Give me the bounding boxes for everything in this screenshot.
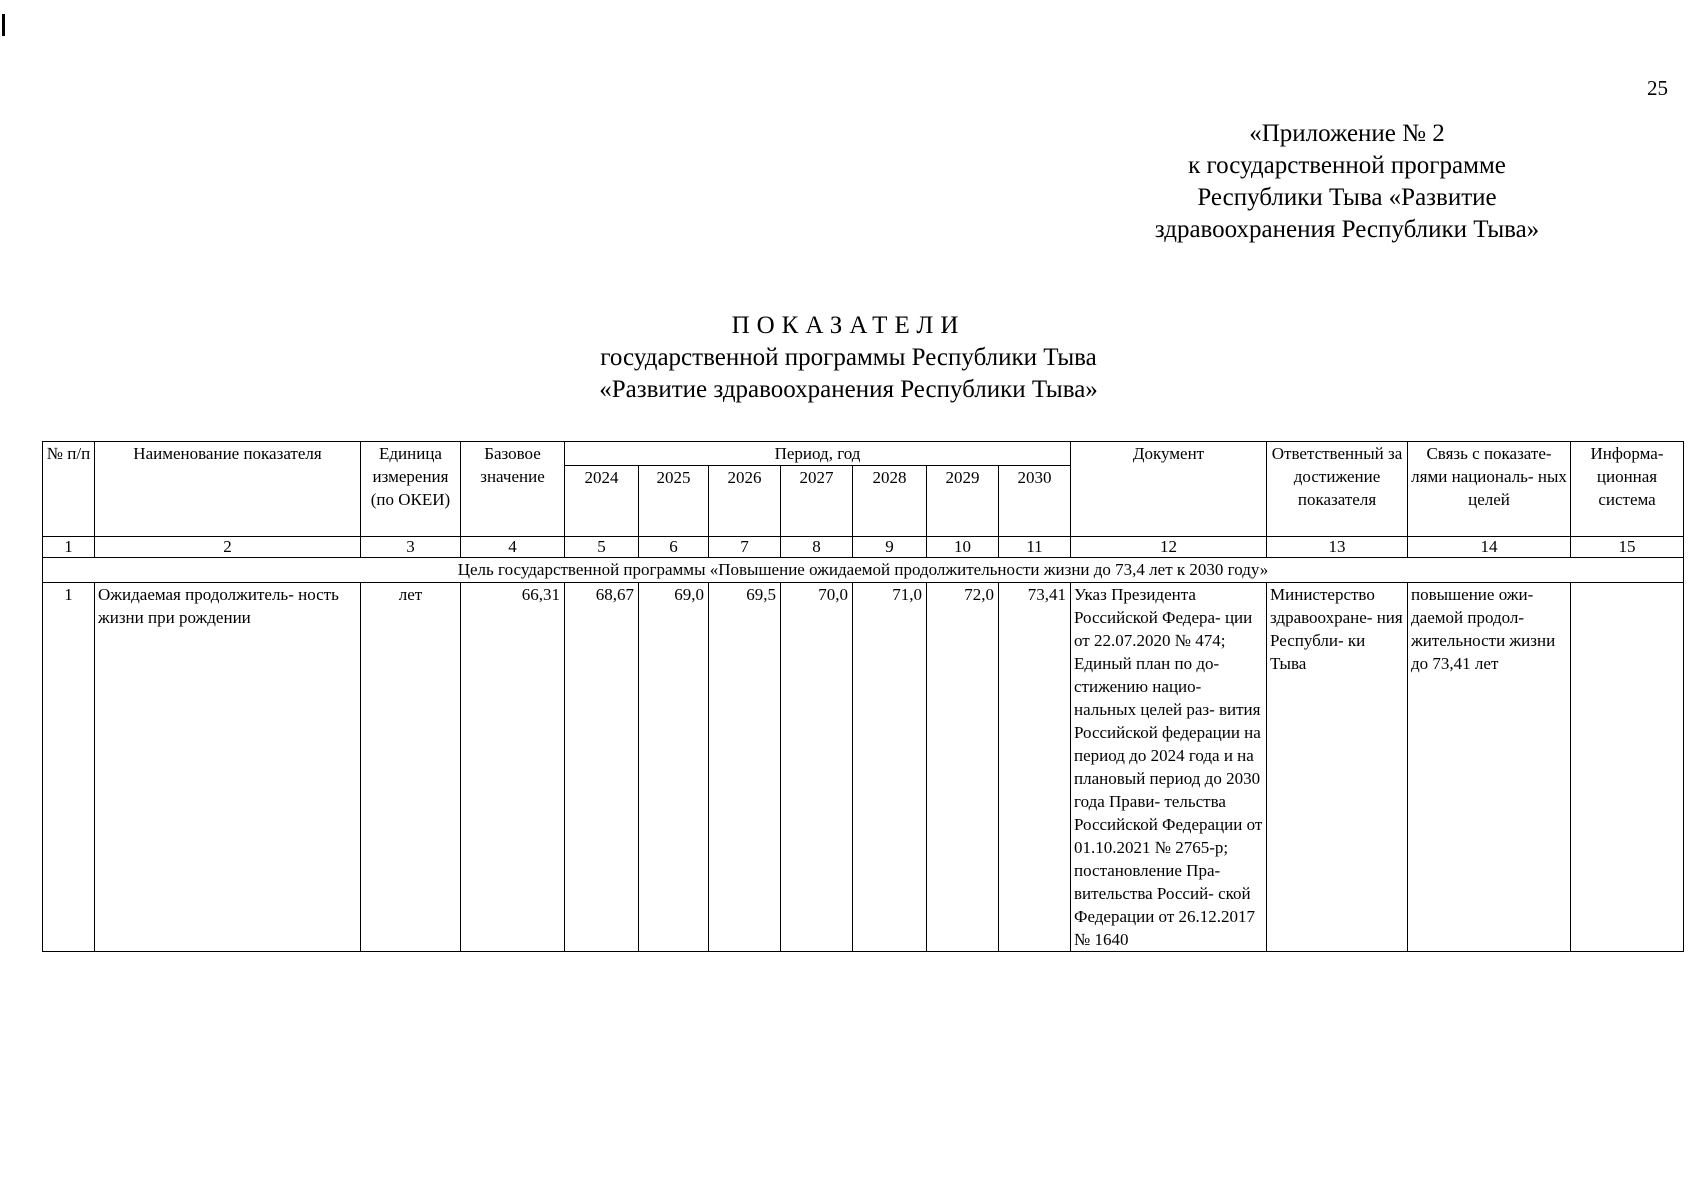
column-number: 11 — [999, 537, 1071, 558]
appendix-line-2: к государственной программе — [1188, 152, 1506, 179]
column-number: 15 — [1571, 537, 1684, 558]
header-year: 2028 — [853, 466, 927, 537]
row-value-2024: 68,67 — [565, 583, 639, 952]
row-link: повышение ожи- даемой продол- жительности жизни до 73,41 лет — [1408, 583, 1571, 952]
row-value-2026: 69,5 — [709, 583, 781, 952]
row-responsible: Министерство здравоохране- ния Республи- ки Тыва — [1267, 583, 1408, 952]
table-row — [43, 583, 1684, 952]
row-value-2030: 73,41 — [999, 583, 1071, 952]
column-number: 1 — [43, 537, 95, 558]
row-num: 1 — [43, 583, 95, 952]
header-document: Документ — [1071, 442, 1267, 537]
title-line-3: «Развитие здравоохранения Республики Тыва» — [599, 376, 1098, 403]
appendix-line-1: «Приложение № 2 — [1249, 120, 1445, 147]
header-responsible: Ответственный за достижение показателя — [1267, 442, 1408, 537]
header-year: 2027 — [781, 466, 853, 537]
header-info-system: Информа- ционная система — [1571, 442, 1684, 537]
header-year: 2024 — [565, 466, 639, 537]
column-number-row — [43, 537, 1684, 558]
header-num: № п/п — [43, 442, 95, 537]
header-unit: Единица измерения (по ОКЕИ) — [361, 442, 461, 537]
header-year: 2029 — [927, 466, 999, 537]
header-base: Базовое значение — [461, 442, 565, 537]
row-document: Указ Президента Российской Федера- ции от 22.07.2020 № 474; Единый план по до- стижению нацио- нальных целей раз- вития Российской федерации на период до 2024 года и на плановый период до 2030 года Прави- тельства Российской Федерации от 01.10.2021 № 2765-р; постановление Пра- вительства Россий- ской Федерации от 26.12.2017 № 1640 — [1071, 583, 1267, 952]
header-year: 2026 — [709, 466, 781, 537]
column-number: 6 — [639, 537, 709, 558]
indicators-table — [42, 441, 1684, 952]
column-number: 5 — [565, 537, 639, 558]
column-number: 10 — [927, 537, 999, 558]
column-number: 8 — [781, 537, 853, 558]
header-row-1 — [43, 442, 1684, 466]
appendix-heading — [1087, 118, 1607, 246]
column-number: 12 — [1071, 537, 1267, 558]
column-number: 9 — [853, 537, 927, 558]
row-unit: лет — [361, 583, 461, 952]
page-number: 25 — [1647, 76, 1668, 100]
row-value-2027: 70,0 — [781, 583, 853, 952]
row-indicator-name: Ожидаемая продолжитель- ность жизни при рождении — [95, 583, 361, 952]
header-name: Наименование показателя — [95, 442, 361, 537]
header-year: 2030 — [999, 466, 1071, 537]
header-link: Связь с показате- лями националь- ных целей — [1408, 442, 1571, 537]
column-number: 3 — [361, 537, 461, 558]
document-title — [0, 310, 1697, 406]
row-info-system — [1571, 583, 1684, 952]
row-value-2025: 69,0 — [639, 583, 709, 952]
column-number: 7 — [709, 537, 781, 558]
header-year: 2025 — [639, 466, 709, 537]
appendix-line-4: здравоохранения Республики Тыва» — [1154, 216, 1540, 243]
column-number: 13 — [1267, 537, 1408, 558]
title-line-2: государственной программы Республики Тыва — [600, 344, 1097, 371]
row-base-value: 66,31 — [461, 583, 565, 952]
title-line-1: ПОКАЗАТЕЛИ — [731, 312, 966, 339]
row-value-2029: 72,0 — [927, 583, 999, 952]
scan-edge-mark — [2, 14, 5, 36]
column-number: 2 — [95, 537, 361, 558]
header-period: Период, год — [565, 442, 1071, 466]
goal-row — [43, 558, 1684, 583]
appendix-line-3: Республики Тыва «Развитие — [1197, 184, 1497, 211]
row-value-2028: 71,0 — [853, 583, 927, 952]
program-goal: Цель государственной программы «Повышение ожидаемой продолжительности жизни до 73,4 лет к 2030 году» — [43, 558, 1684, 583]
column-number: 4 — [461, 537, 565, 558]
column-number: 14 — [1408, 537, 1571, 558]
